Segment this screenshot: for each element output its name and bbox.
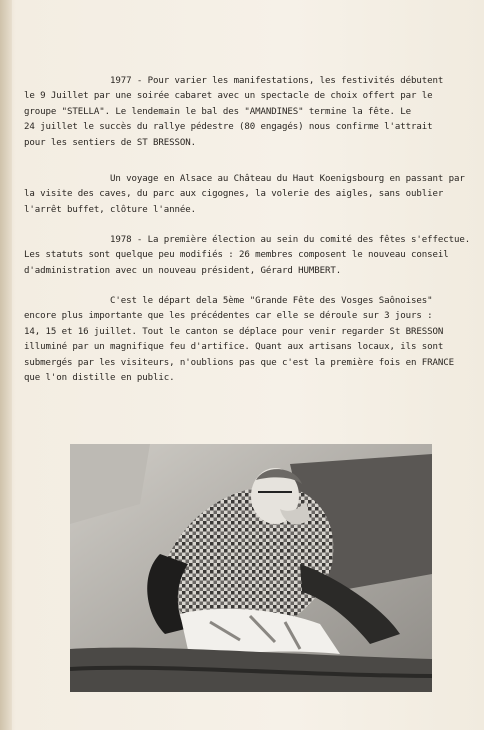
paragraph-1978-election: 1978 - La première élection au sein du comité des fêtes s'effectue. Les statuts sont quelque peu modifiés : 26 membres composent le nouveau conseil d'administration avec un nouveau président, Gérard HUMBERT. [24, 235, 471, 276]
paragraph-1977-festivities: 1977 - Pour varier les manifestations, les festivités débutent le 9 Juillet par une soirée cabaret avec un spectacle de choix offert par le groupe "STELLA". Le lendemain le bal des "AMANDINES" termine la fête. Le 24 juillet le succès du rallye pédestre (80 engagés) nous confirme l'attrait pour les sentiers de ST BRESSON. [24, 76, 444, 148]
photo-illustration [70, 444, 432, 692]
page-binding-edge [0, 0, 12, 730]
artisan-photograph [70, 444, 432, 692]
paragraph-grande-fete: C'est le départ dela 5ème "Grande Fête des Vosges Saônoises" encore plus importante que les précédentes car elle se déroule sur 3 jours : 14, 15 et 16 juillet. Tout le canton se déplace pour venir regarder St BRESSON illuminé par un magnifique feu d'artifice. Quant aux artisans locaux, ils sont submergés par les visiteurs, n'oublions pas que c'est la première fois en FRANCE que l'on distille en public. [24, 296, 454, 384]
paragraph-alsace-trip: Un voyage en Alsace au Château du Haut Koenigsbourg en passant par la visite des caves, du parc aux cigognes, la volerie des aigles, sans oublier l'arrêt buffet, clôture l'année. [24, 174, 465, 215]
